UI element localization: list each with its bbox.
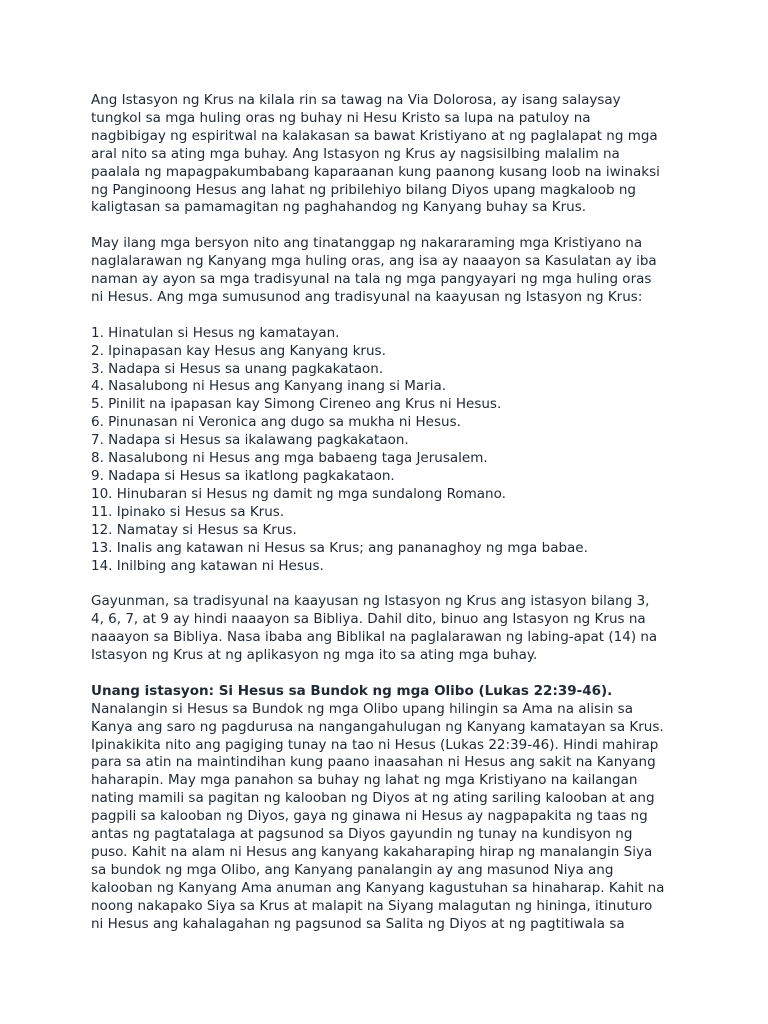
list-item: 14. Inilbing ang katawan ni Hesus. (91, 557, 324, 574)
intro-paragraph-1: Ang Istasyon ng Krus na kilala rin sa tawag na Via Dolorosa, ay isang salaysay tungkol sa mga huling oras ng buhay ni Hesu Kristo sa lupa na patuloy na nagbibigay ng espiritwal na kalakasan sa bawat Kristiyano at ng paglalapat ng mga aral nito sa ating mga buhay. Ang Istasyon ng Krus ay nagsisilbing malalim na paalala ng mapagpakumbabang kaparaanan kung paanong kusang loob na iwinaksi ng Panginoong Hesus ang lahat ng pribilehiyo bilang Diyos upang magkaloob ng kaligtasan sa pamamagitan ng paghahandog ng Kanyang buhay sa Krus. (91, 92, 660, 216)
list-item: 9. Nadapa si Hesus sa ikatlong pagkakataon. (91, 468, 395, 484)
list-item: 11. Ipinako si Hesus sa Krus. (91, 503, 285, 520)
paragraph-gap (91, 575, 691, 593)
list-item: 10. Hinubaran si Hesus ng damit ng mga sundalong Romano. (91, 485, 506, 502)
list-item: 3. Nadapa si Hesus sa unang pagkakataon. (91, 360, 384, 377)
list-item: 2. Ipinapasan kay Hesus ang Kanyang krus. (91, 342, 386, 359)
list-item: 8. Nasalubong ni Hesus ang mga babaeng taga Jerusalem. (91, 450, 488, 467)
list-item: 6. Pinunasan ni Veronica ang dugo sa mukha ni Hesus. (91, 414, 461, 431)
list-item: 5. Pinilit na ipapasan kay Simong Cireneo ang Krus ni Hesus. (91, 396, 502, 413)
paragraph-gap (91, 307, 691, 325)
stations-list (91, 325, 691, 576)
section-heading-station-1: Unang istasyon: Si Hesus sa Bundok ng mga Olibo (Lukas 22:39-46). (91, 682, 613, 699)
document-page (91, 92, 691, 934)
list-item: 1. Hinatulan si Hesus ng kamatayan. (91, 324, 340, 341)
list-item: 4. Nasalubong ni Hesus ang Kanyang inang si Maria. (91, 378, 447, 395)
list-item: 12. Namatay si Hesus sa Krus. (91, 521, 297, 538)
after-list-paragraph: Gayunman, sa tradisyunal na kaayusan ng Istasyon ng Krus ang istasyon bilang 3, 4, 6, 7, at 9 ay hindi naaayon sa Bibliya. Dahil dito, binuo ang Istasyon ng Krus na naaayon sa Bibliya. Nasa ibaba ang Biblikal na paglalarawan ng labing-apat (14) na Istasyon ng Krus at ng aplikasyon ng mga ito sa ating mga buhay. (91, 593, 658, 664)
station-1-body: Nanalangin si Hesus sa Bundok ng mga Olibo upang hilingin sa Ama na alisin sa Kanya ang saro ng pagdurusa na nangangahulugan ng Kanyang kamatayan sa Krus. Ipinakikita nito ang pagiging tunay na tao ni Hesus (Lukas 22:39-46). Hindi mahirap para sa atin na maintindihan kung paano inaasahan ni Hesus ang sakit na Kanyang haharapin. May mga panahon sa buhay ng lahat ng mga Kristiyano na kailangan nating mamili sa pagitan ng kalooban ng Diyos at ng ating sariling kalooban at ang pagpili sa kalooban ng Diyos, gaya ng ginawa ni Hesus ay nagpapakita ng taas ng antas ng pagtatalaga at pagsunod sa Diyos gayundin ng tunay na kundisyon ng puso. Kahit na alam ni Hesus ang kanyang kakaharaping hirap ng manalangin Siya sa bundok ng mga Olibo, ang Kanyang panalangin ay ang masunod Niya ang kalooban ng Kanyang Ama anuman ang Kanyang kagustuhan sa hinaharap. Kahit na noong nakapako Siya sa Krus at malapit na Siyang malagutan ng hininga, itinuturo ni Hesus ang kahalagahan ng pagsunod sa Salita ng Diyos at ng pagtitiwala sa (91, 700, 665, 932)
list-item: 13. Inalis ang katawan ni Hesus sa Krus; ang pananaghoy ng mga babae. (91, 539, 588, 556)
paragraph-gap (91, 665, 691, 683)
paragraph-gap (91, 217, 691, 235)
intro-paragraph-2: May ilang mga bersyon nito ang tinatanggap ng nakararaming mga Kristiyano na naglalarawan ng Kanyang mga huling oras, ang isa ay naaayon sa Kasulatan ay iba naman ay ayon sa mga tradisyunal na tala ng mga pangyayari ng mga huling oras ni Hesus. Ang mga sumusunod ang tradisyunal na kaayusan ng Istasyon ng Krus: (91, 235, 657, 305)
list-item: 7. Nadapa si Hesus sa ikalawang pagkakataon. (91, 432, 409, 449)
